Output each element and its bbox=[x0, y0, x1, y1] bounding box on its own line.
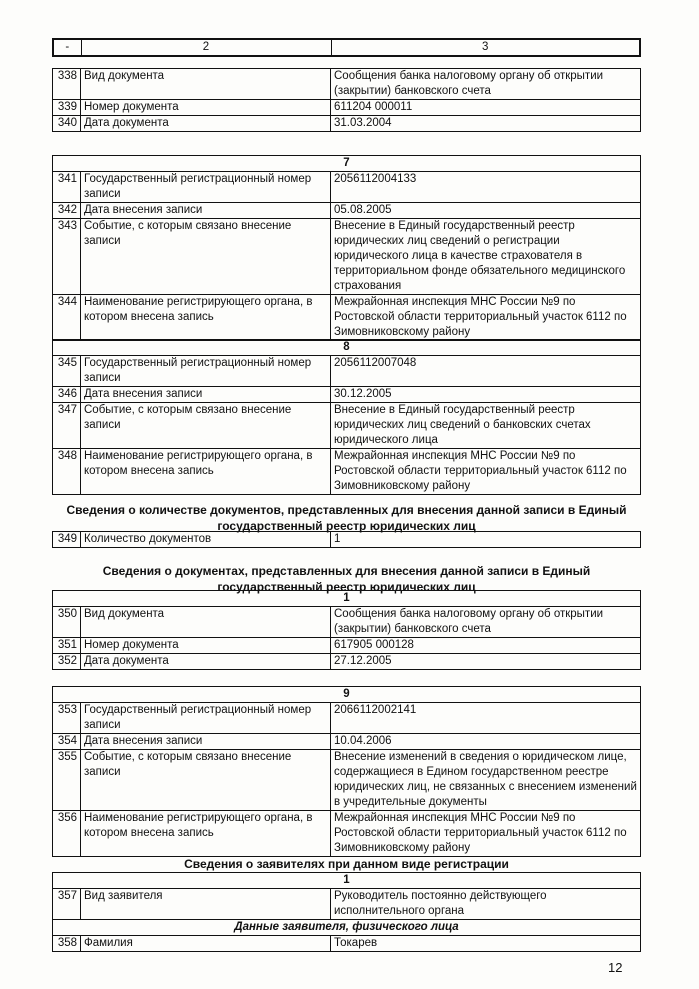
row-number: 351 bbox=[53, 638, 81, 654]
row-label: Событие, с которым связано внесение записи bbox=[81, 402, 331, 448]
row-label: Вид документа bbox=[81, 607, 331, 638]
block-title: 7 bbox=[53, 155, 641, 171]
row-value: Внесение изменений в сведения о юридическом лице, содержащиеся в Едином государственном реестре юридических лиц, не связанных с внесением изменений в учредительные документы bbox=[331, 749, 641, 810]
block-title: 8 bbox=[53, 339, 641, 355]
row-value: Сообщения банка налоговому органу об открытии (закрытии) банковского счета bbox=[331, 607, 641, 638]
row-number: 356 bbox=[53, 810, 81, 856]
column-header-2: 2 bbox=[81, 39, 331, 56]
row-number: 345 bbox=[53, 355, 81, 386]
row-number: 340 bbox=[53, 116, 81, 132]
row-value: 611204 000011 bbox=[331, 100, 641, 116]
row-label: Фамилия bbox=[81, 936, 331, 952]
row-number: 338 bbox=[53, 69, 81, 100]
row-value: 617905 000128 bbox=[331, 638, 641, 654]
row-number: 347 bbox=[53, 402, 81, 448]
row-number: 344 bbox=[53, 294, 81, 340]
row-number: 341 bbox=[53, 171, 81, 202]
section-heading-applicants: Сведения о заявителях при данном виде регистрации bbox=[184, 857, 509, 871]
row-value: Токарев bbox=[331, 936, 641, 952]
row-number: 346 bbox=[53, 386, 81, 402]
row-number: 343 bbox=[53, 218, 81, 294]
section-heading-documents: Сведения о документах, представленных для внесения данной записи в Единый государственный реестр юридических лиц bbox=[102, 564, 591, 594]
block-title: 9 bbox=[53, 686, 641, 702]
row-label: Государственный регистрационный номер записи bbox=[81, 171, 331, 202]
row-number: 339 bbox=[53, 100, 81, 116]
row-number: 349 bbox=[53, 532, 81, 548]
block-title: 1 bbox=[53, 591, 641, 607]
record-block-8 bbox=[52, 327, 641, 495]
row-label: Дата документа bbox=[81, 654, 331, 670]
section-heading-document-count: Сведения о количестве документов, представленных для внесения данной записи в Единый государственный реестр юридических лиц bbox=[66, 503, 627, 533]
row-value: Межрайонная инспекция МНС России №9 по Ростовской области территориальный участок 6112 по Зимовниковскому району bbox=[331, 448, 641, 494]
row-value: 1 bbox=[331, 532, 641, 548]
row-label: Наименование регистрирующего органа, в котором внесена запись bbox=[81, 810, 331, 856]
row-value: 30.12.2005 bbox=[331, 386, 641, 402]
applicant-subheading: Данные заявителя, физического лица bbox=[53, 920, 641, 936]
row-value: Межрайонная инспекция МНС России №9 по Ростовской области территориальный участок 6112 по Зимовниковскому району bbox=[331, 294, 641, 340]
row-number: 342 bbox=[53, 202, 81, 218]
column-header-1: - bbox=[53, 39, 81, 56]
row-label: Вид документа bbox=[81, 69, 331, 100]
row-number: 348 bbox=[53, 448, 81, 494]
row-label: Дата внесения записи bbox=[81, 386, 331, 402]
record-block-9 bbox=[52, 674, 641, 857]
row-label: Дата документа bbox=[81, 116, 331, 132]
record-block-7 bbox=[52, 143, 641, 341]
row-number: 358 bbox=[53, 936, 81, 952]
row-value: Внесение в Единый государственный реестр юридических лиц сведений о банковских счетах юридического лица bbox=[331, 402, 641, 448]
row-value: Сообщения банка налоговому органу об открытии (закрытии) банковского счета bbox=[331, 69, 641, 100]
row-number: 357 bbox=[53, 889, 81, 920]
row-label: Государственный регистрационный номер записи bbox=[81, 702, 331, 733]
row-number: 355 bbox=[53, 749, 81, 810]
row-value: Руководитель постоянно действующего исполнительного органа bbox=[331, 889, 641, 920]
row-label: Наименование регистрирующего органа, в котором внесена запись bbox=[81, 448, 331, 494]
row-number: 352 bbox=[53, 654, 81, 670]
row-value: 05.08.2005 bbox=[331, 202, 641, 218]
row-value: 2056112007048 bbox=[331, 355, 641, 386]
row-label: Государственный регистрационный номер записи bbox=[81, 355, 331, 386]
row-value: Внесение в Единый государственный реестр юридических лиц сведений о регистрации юридического лица в качестве страхователя в территориальном фонде обязательного медицинского страхования bbox=[331, 218, 641, 294]
document-info-table-1 bbox=[52, 68, 641, 132]
row-label: Количество документов bbox=[81, 532, 331, 548]
row-number: 354 bbox=[53, 733, 81, 749]
row-value: 27.12.2005 bbox=[331, 654, 641, 670]
row-label: Дата внесения записи bbox=[81, 202, 331, 218]
row-value: 31.03.2004 bbox=[331, 116, 641, 132]
row-label: Номер документа bbox=[81, 100, 331, 116]
row-value: 2056112004133 bbox=[331, 171, 641, 202]
block-title: 1 bbox=[53, 873, 641, 889]
document-count-table bbox=[52, 531, 641, 548]
applicant-table bbox=[52, 872, 641, 952]
row-number: 353 bbox=[53, 702, 81, 733]
row-value: 10.04.2006 bbox=[331, 733, 641, 749]
document-info-table-2 bbox=[52, 590, 641, 670]
row-value: 2066112002141 bbox=[331, 702, 641, 733]
row-label: Номер документа bbox=[81, 638, 331, 654]
row-value: Межрайонная инспекция МНС России №9 по Ростовской области территориальный участок 6112 по Зимовниковскому району bbox=[331, 810, 641, 856]
row-label: Дата внесения записи bbox=[81, 733, 331, 749]
row-label: Событие, с которым связано внесение записи bbox=[81, 749, 331, 810]
row-label: Вид заявителя bbox=[81, 889, 331, 920]
row-label: Событие, с которым связано внесение записи bbox=[81, 218, 331, 294]
column-header-table bbox=[52, 38, 641, 57]
row-number: 350 bbox=[53, 607, 81, 638]
page-number: 12 bbox=[608, 960, 623, 975]
column-header-3: 3 bbox=[331, 39, 640, 56]
row-label: Наименование регистрирующего органа, в котором внесена запись bbox=[81, 294, 331, 340]
